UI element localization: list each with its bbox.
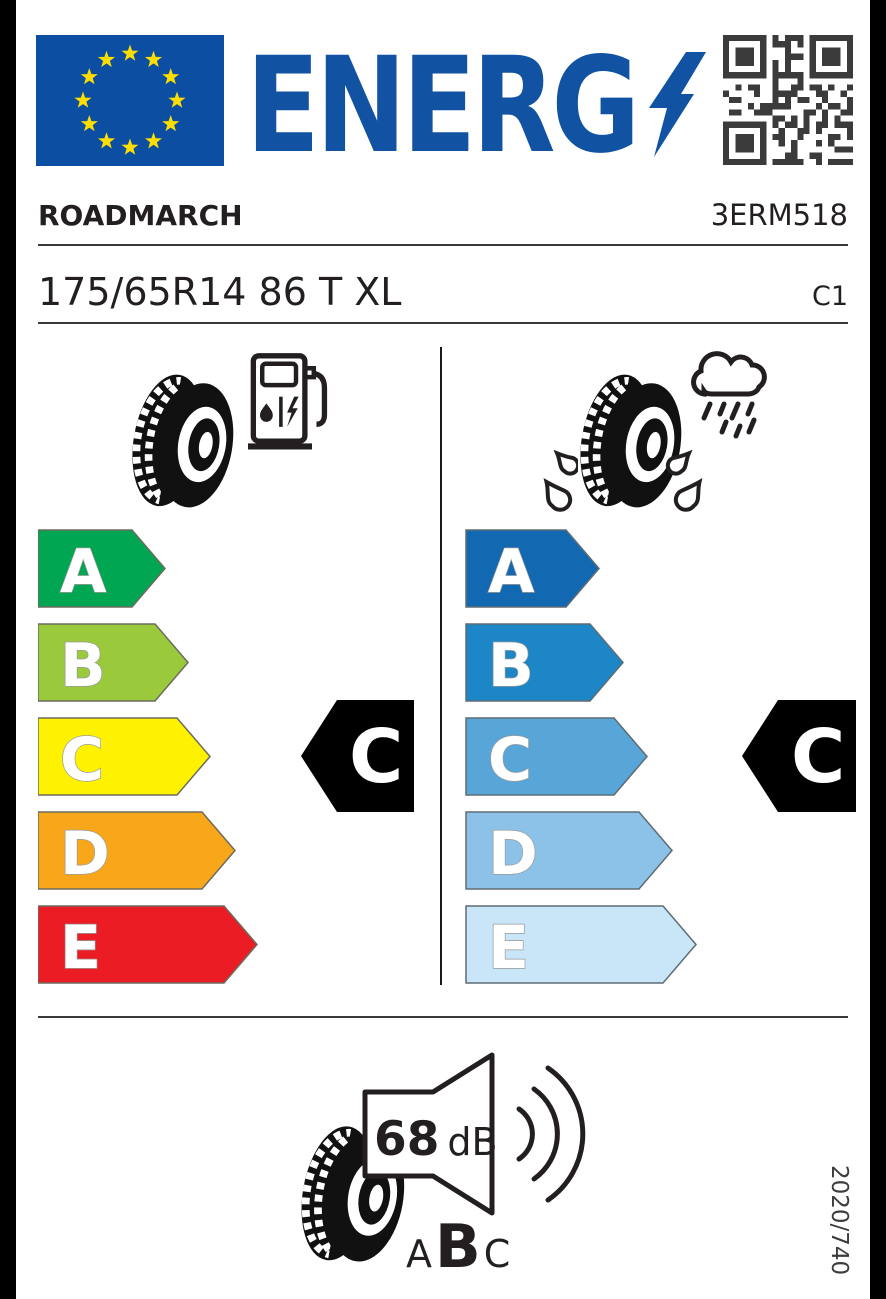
svg-text:B: B [60,631,106,701]
separator-line-3 [38,1016,848,1018]
svg-text:B: B [488,631,534,701]
right-border-strip [870,0,886,1299]
svg-text:A: A [60,537,107,607]
tyre-size: 175/65R14 86 T XL [38,270,402,314]
noise-value [374,1112,498,1167]
noise-class-b-current: B [435,1212,481,1282]
water-splash-right-icon [662,450,710,518]
qr-code [723,35,853,165]
svg-text:E: E [488,913,529,983]
separator-line-2 [38,322,848,324]
energ-logo-text: ENERG [246,29,637,183]
rain-cloud-icon [680,348,780,443]
wet-rating-indicator [742,700,856,812]
lightning-bolt-icon [648,52,706,157]
svg-text:C: C [60,725,105,795]
svg-text:D: D [60,819,110,889]
eu-flag-icon [36,35,224,166]
tyre-class: C1 [811,281,848,312]
svg-text:C: C [488,725,533,795]
noise-decibel-number: 68 [374,1112,440,1167]
water-splash-left-icon [536,450,578,518]
svg-text:C: C [791,714,846,800]
sound-waves-icon [519,1068,583,1200]
model-code: 3ERM518 [710,198,848,232]
separator-line-1 [38,244,848,246]
noise-class-c: C [483,1232,511,1276]
noise-class-scale [406,1212,510,1282]
left-border-strip [0,0,16,1299]
fuel-rating-indicator [301,700,414,812]
fuel-efficiency-tire-icon [126,369,240,517]
svg-text:A: A [488,537,535,607]
svg-text:D: D [488,819,538,889]
fuel-efficiency-scale [38,525,458,990]
regulation-number: 2020/740 [826,1165,852,1276]
noise-class-a: A [406,1232,432,1276]
svg-text:E: E [60,913,101,983]
wet-grip-scale [450,525,870,990]
brand-name: ROADMARCH [38,199,243,232]
svg-text:C: C [349,714,404,800]
noise-decibel-unit: dB [447,1120,498,1164]
fuel-pump-icon [248,350,328,454]
